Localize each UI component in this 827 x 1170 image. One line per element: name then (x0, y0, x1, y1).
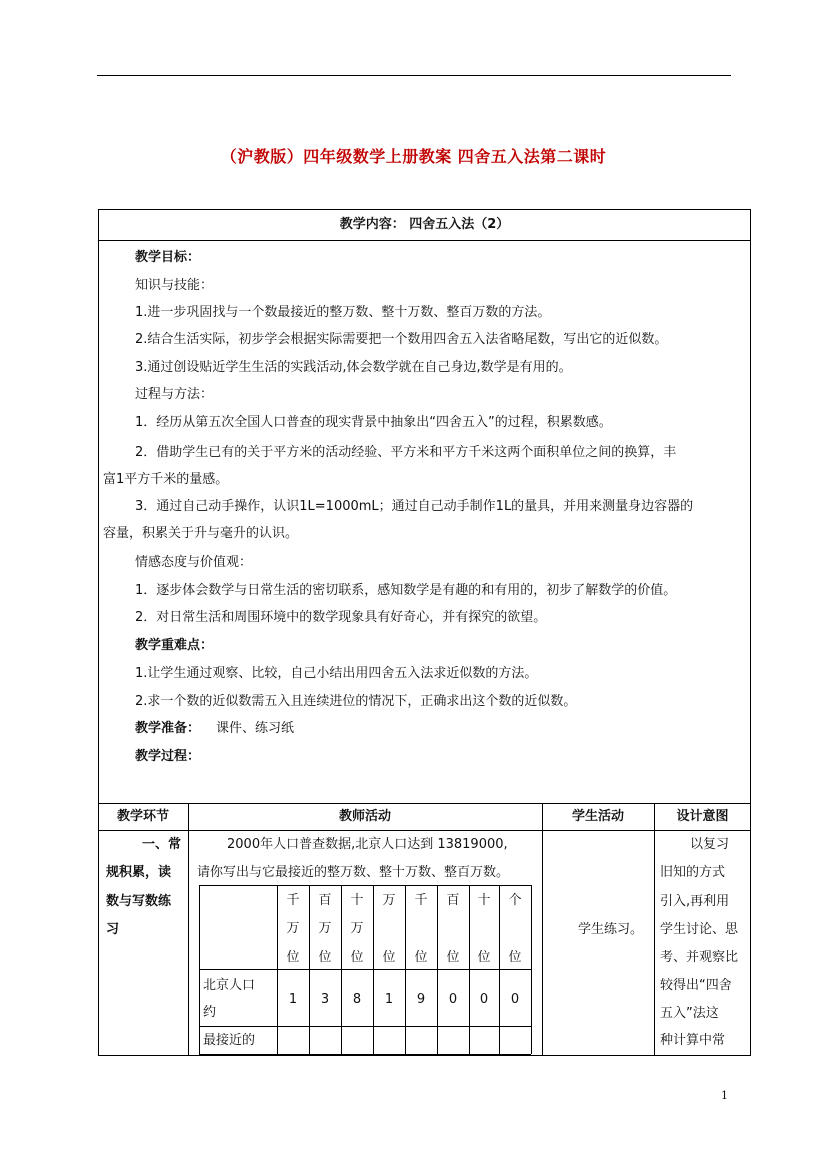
place-header: 十 (350, 893, 364, 908)
prep-heading: 教学准备： (135, 721, 201, 736)
content-header: 教学内容： 四舍五入法（2） (339, 217, 510, 232)
stage-text: 一、常 (142, 837, 182, 852)
process-heading: 过程与方法： (135, 387, 214, 402)
rule (499, 885, 500, 1054)
place-header: 位 (477, 950, 491, 965)
column-header: 设计意图 (676, 809, 729, 824)
rule (437, 885, 438, 1054)
place-header: 个 (508, 893, 522, 908)
digit-cell: 0 (448, 992, 458, 1007)
rule (199, 1026, 531, 1027)
teacher-text: 2000年人口普查数据,北京人口达到 13819000, (227, 837, 508, 852)
row-label: 约 (203, 1005, 217, 1020)
place-header: 万 (318, 921, 332, 936)
key-heading: 教学重难点： (135, 638, 214, 653)
column-header: 教师活动 (338, 809, 391, 824)
digit-cell: 9 (416, 992, 426, 1007)
place-header: 位 (508, 950, 522, 965)
knowledge-item: 1.进一步巩固找与一个数最接近的整万数、整十万数、整百万数的方法。 (135, 305, 551, 320)
attitude-item: 2．对日常生活和周围环境中的数学现象具有好奇心，并有探究的欲望。 (135, 610, 547, 625)
row-label: 北京人口 (203, 978, 256, 993)
place-header: 千 (286, 893, 300, 908)
place-header: 位 (318, 950, 332, 965)
digit-cell: 1 (288, 992, 298, 1007)
process-title: 教学过程： (135, 749, 201, 764)
place-header: 位 (382, 950, 396, 965)
rule (341, 885, 342, 1054)
place-header: 万 (382, 893, 396, 908)
knowledge-heading: 知识与技能： (135, 278, 214, 293)
row-label: 最接近的 (203, 1033, 256, 1048)
intent-text: 引入,再利用 (660, 894, 730, 909)
place-header: 位 (286, 950, 300, 965)
student-text: 学生练习。 (578, 922, 644, 937)
knowledge-item: 2.结合生活实际，初步学会根据实际需要把一个数用四舍五入法省略尾数，写出它的近似数。 (135, 332, 668, 347)
intent-text: 旧知的方式 (660, 865, 726, 880)
goals-heading: 教学目标： (135, 250, 201, 265)
header-rule (97, 75, 731, 76)
intent-text: 较得出“四舍 (660, 978, 732, 993)
intent-text: 学生讨论、思 (660, 922, 739, 937)
knowledge-item: 3.通过创设贴近学生生活的实践活动,体会数学就在自己身边,数学是有用的。 (135, 360, 572, 375)
intent-text: 五入”法这 (660, 1006, 719, 1021)
attitude-heading: 情感态度与价值观： (135, 555, 253, 570)
stage-text: 规积累，读 (106, 865, 172, 880)
rule (469, 885, 470, 1054)
digit-cell: 1 (384, 992, 394, 1007)
digit-cell: 8 (352, 992, 362, 1007)
stage-text: 习 (106, 922, 120, 937)
place-header: 百 (446, 893, 460, 908)
rule (654, 803, 655, 1056)
intent-text: 种计算中常 (660, 1033, 726, 1048)
prep-value: 课件、练习纸 (216, 721, 295, 736)
stage-text: 数与写数练 (106, 894, 172, 909)
rule (199, 969, 531, 970)
rule (277, 885, 278, 1054)
digit-cell: 0 (479, 992, 489, 1007)
process-item: 1．经历从第五次全国人口普查的现实背景中抽象出“四舍五入”的过程，积累数感。 (135, 415, 612, 430)
place-header: 千 (414, 893, 428, 908)
place-header: 十 (477, 893, 491, 908)
rule (188, 803, 189, 1056)
rule (405, 885, 406, 1054)
teacher-text: 请你写出与它最接近的整万数、整十万数、整百万数。 (197, 865, 510, 880)
digit-cell: 3 (320, 992, 330, 1007)
rule (373, 885, 374, 1054)
place-header: 位 (350, 950, 364, 965)
column-header: 教学环节 (116, 809, 169, 824)
page-number: 1 (721, 1089, 728, 1102)
place-header: 百 (318, 893, 332, 908)
rule (309, 885, 310, 1054)
process-item: 富1平方千米的量感。 (103, 472, 229, 487)
rule (531, 885, 532, 1054)
place-header: 位 (414, 950, 428, 965)
rule (199, 885, 200, 1054)
intent-text: 考、并观察比 (660, 950, 739, 965)
digit-cell: 0 (510, 992, 520, 1007)
process-item: 2．借助学生已有的关于平方米的活动经验、平方米和平方千米这两个面积单位之间的换算，丰 (135, 445, 677, 460)
rule (542, 803, 543, 1056)
place-header: 万 (350, 921, 364, 936)
rule (98, 240, 751, 241)
process-item: 容量，积累关于升与毫升的认识。 (103, 526, 299, 541)
process-item: 3．通过自己动手操作，认识1L=1000mL；通过自己动手制作1L的量具，并用来测量身边容器的 (135, 499, 694, 514)
column-header: 学生活动 (571, 809, 624, 824)
attitude-item: 1．逐步体会数学与日常生活的密切联系，感知数学是有趣的和有用的，初步了解数学的价值。 (135, 583, 677, 598)
key-item: 2.求一个数的近似数需五入且连续进位的情况下，正确求出这个数的近似数。 (135, 694, 577, 709)
rule (199, 1054, 531, 1055)
document-title: （沪教版）四年级数学上册教案 四舍五入法第二课时 (220, 147, 607, 166)
intent-text: 以复习 (690, 837, 730, 852)
place-header: 万 (286, 921, 300, 936)
place-header: 位 (446, 950, 460, 965)
rule (199, 885, 531, 886)
key-item: 1.让学生通过观察、比较，自己小结出用四舍五入法求近似数的方法。 (135, 666, 538, 681)
